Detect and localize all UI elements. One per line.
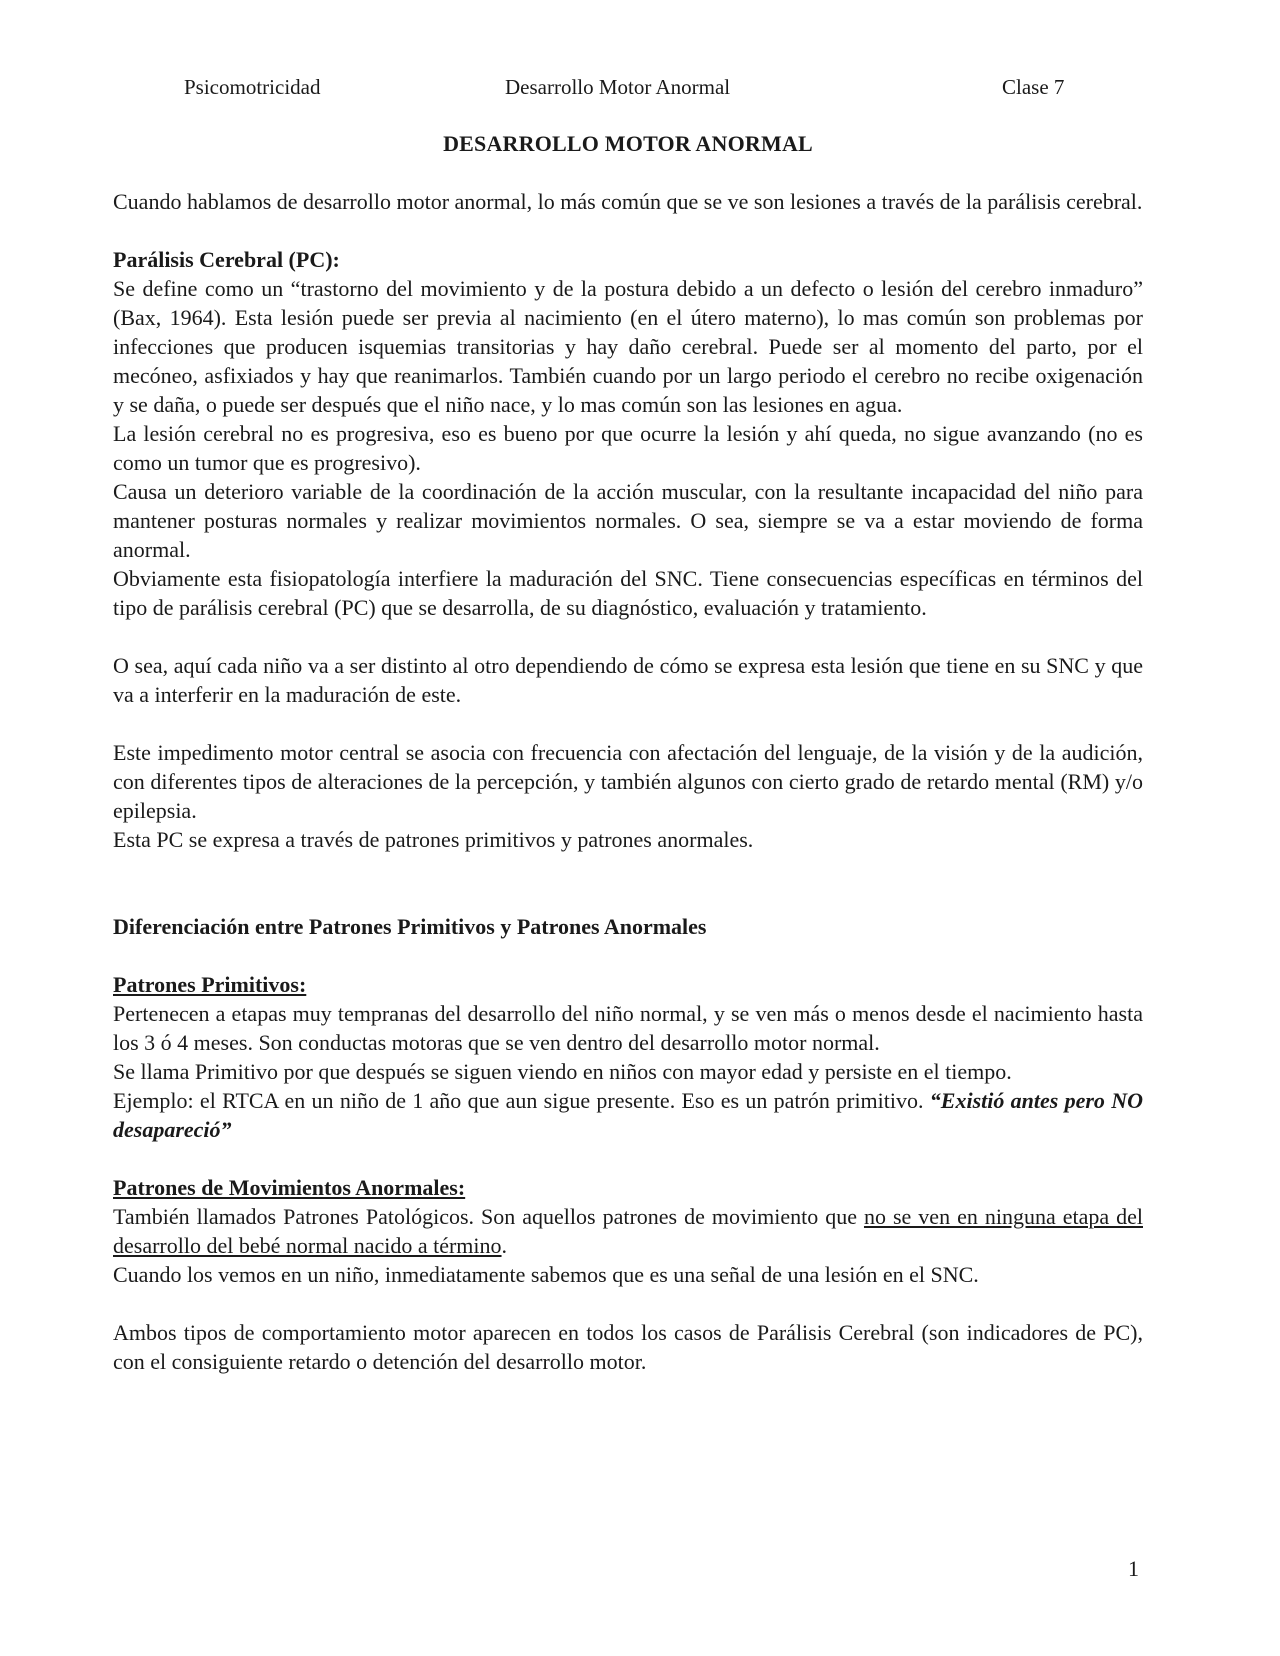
primitive-example-text: Ejemplo: el RTCA en un niño de 1 año que aun sigue presente. Eso es un patrón primitivo. <box>113 1088 930 1113</box>
pc-paragraph-5: O sea, aquí cada niño va a ser distinto al otro dependiendo de cómo se expresa esta lesión que tiene en su SNC y que va a interferir en la maduración de este. <box>113 653 1143 707</box>
document-body <box>113 187 1143 1376</box>
abnormal-definition-end: . <box>501 1233 508 1258</box>
abnormal-heading: Patrones de Movimientos Anormales: <box>113 1175 466 1200</box>
header-class: Clase 7 <box>1002 75 1065 99</box>
primitive-quote: “Existió antes pero NO desapareció” <box>113 1088 1143 1142</box>
document-title: DESARROLLO MOTOR ANORMAL <box>443 131 813 156</box>
abnormal-paragraph-3: Ambos tipos de comportamiento motor aparecen en todos los casos de Parálisis Cerebral (son indicadores de PC), con el consiguiente retardo o detención del desarrollo motor. <box>113 1320 1143 1374</box>
primitive-paragraph-3 <box>113 1086 1143 1144</box>
pc-paragraph-6: Este impedimento motor central se asocia con frecuencia con afectación del lenguaje, de la visión y de la audición, con diferentes tipos de alteraciones de la percepción, y también algunos con cierto grado de retardo mental (RM) y/o epilepsia. <box>113 740 1143 823</box>
primitive-paragraph-2: Se llama Primitivo por que después se siguen viendo en niños con mayor edad y persiste en el tiempo. <box>113 1059 1012 1084</box>
page-number: 1 <box>1128 1556 1139 1581</box>
pc-paragraph-3: Causa un deterioro variable de la coordinación de la acción muscular, con la resultante incapacidad del niño para mantener posturas normales y realizar movimientos normales. O sea, siempre se va a estar moviendo de forma anormal. <box>113 479 1143 562</box>
intro-paragraph: Cuando hablamos de desarrollo motor anormal, lo más común que se ve son lesiones a través de la parálisis cerebral. <box>113 189 1143 214</box>
header-topic: Desarrollo Motor Anormal <box>505 75 731 99</box>
pc-paragraph-4: Obviamente esta fisiopatología interfiere la maduración del SNC. Tiene consecuencias específicas en términos del tipo de parálisis cerebral (PC) que se desarrolla, de su diagnóstico, evaluación y tratamiento. <box>113 566 1143 620</box>
abnormal-definition-text: También llamados Patrones Patológicos. Son aquellos patrones de movimiento que <box>113 1204 864 1229</box>
abnormal-paragraph-1 <box>113 1202 1143 1260</box>
abnormal-paragraph-2: Cuando los vemos en un niño, inmediatamente sabemos que es una señal de una lesión en el SNC. <box>113 1262 979 1287</box>
pc-paragraph-7: Esta PC se expresa a través de patrones primitivos y patrones anormales. <box>113 827 754 852</box>
pc-paragraph-1: Se define como un “trastorno del movimiento y de la postura debido a un defecto o lesión del cerebro inmaduro” (Bax, 1964). Esta lesión puede ser previa al nacimiento (en el útero materno), lo mas común son problemas por infecciones que producen isquemias transitorias y hay daño cerebral. Puede ser al momento del parto, por el mecóneo, asfixiados y hay que reanimarlos. También cuando por un largo periodo el cerebro no recibe oxigenación y se daña, o puede ser después que el niño nace, y lo mas común son las lesiones en agua. <box>113 276 1143 417</box>
pc-heading: Parálisis Cerebral (PC): <box>113 247 340 272</box>
abnormal-underlined-text: no se ven en ninguna etapa del desarrollo del bebé normal nacido a término <box>113 1204 1143 1258</box>
primitive-paragraph-1: Pertenecen a etapas muy tempranas del desarrollo del niño normal, y se ven más o menos desde el nacimiento hasta los 3 ó 4 meses. Son conductas motoras que se ven dentro del desarrollo motor normal. <box>113 1001 1143 1055</box>
pc-paragraph-2: La lesión cerebral no es progresiva, eso es bueno por que ocurre la lesión y ahí queda, no sigue avanzando (no es como un tumor que es progresivo). <box>113 421 1143 475</box>
primitive-heading: Patrones Primitivos: <box>113 972 307 997</box>
header-course: Psicomotricidad <box>184 75 321 99</box>
difference-heading: Diferenciación entre Patrones Primitivos y Patrones Anormales <box>113 914 707 939</box>
